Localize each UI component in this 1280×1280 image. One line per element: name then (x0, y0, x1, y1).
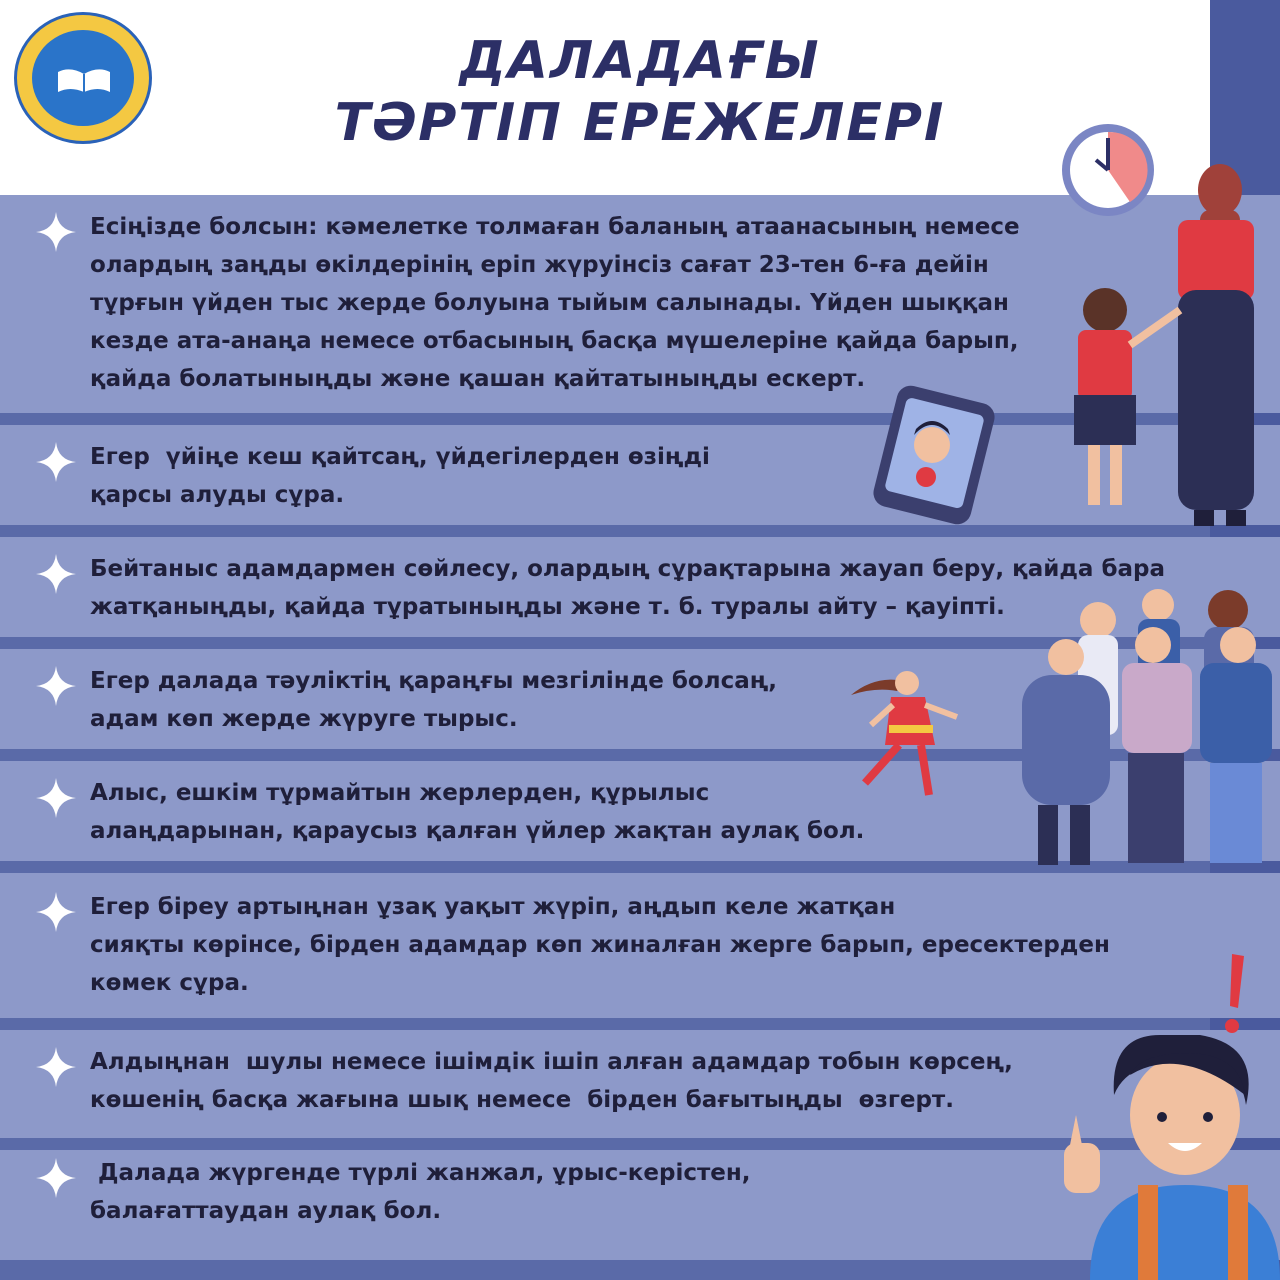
rule-line: балағаттаудан аулақ бол. (90, 1198, 442, 1224)
rule-text (90, 208, 1020, 398)
rule-line: Алыс, ешкім тұрмайтын жерлерден, құрылыс (90, 780, 710, 806)
pointing-boy-illustration (1050, 1035, 1280, 1280)
rule-line: Далада жүргенде түрлі жанжал, ұрыс-керістен, (90, 1160, 751, 1186)
rule-line: кезде ата-анаңа немесе отбасының басқа мүшелеріне қайда барып, (90, 328, 1019, 354)
rule-line: көшенің басқа жағына шық немесе бірден бағытыңды өзгерт. (90, 1087, 954, 1113)
sparkle-icon (36, 554, 76, 594)
rule-line: қайда болатыныңды және қашан қайтатыныңды ескерт. (90, 366, 866, 392)
mother-and-child-illustration (1060, 160, 1275, 535)
rule-line: Бейтаныс адамдармен сөйлесу, олардың сұрақтарына жауап беру, қайда бара (90, 556, 1166, 582)
title-line-1: ДАЛАДАҒЫ (459, 31, 821, 91)
rule-line: алаңдарынан, қараусыз қалған үйлер жақтан аулақ бол. (90, 818, 865, 844)
rule-line: Егер үйіңе кеш қайтсаң, үйдегілерден өзіңді (90, 444, 710, 470)
rule-text (90, 1154, 751, 1230)
sparkle-icon (36, 892, 76, 932)
phone-call-icon (870, 385, 995, 525)
rule-text (90, 1043, 1013, 1119)
rule-line: қарсы алуды сұра. (90, 482, 345, 508)
ministry-emblem-icon (14, 12, 152, 144)
rule-line: Есіңізде болсын: кәмелетке толмаған баланың атаанасының немесе (90, 214, 1020, 240)
running-girl-illustration (845, 665, 965, 805)
rule-line: тұрғын үйден тыс жерде болуына тыйым салынады. Үйден шыққан (90, 290, 1009, 316)
rule-text (90, 550, 1165, 626)
crowd-illustration (1018, 585, 1280, 875)
sparkle-icon (36, 1047, 76, 1087)
rule-text (90, 888, 1110, 1002)
title-line-2: ТӘРТІП ЕРЕЖЕЛЕРІ (334, 93, 946, 153)
rule-text (90, 662, 777, 738)
sparkle-icon (36, 666, 76, 706)
rule-line: Егер біреу артыңнан ұзақ уақыт жүріп, аңдып келе жатқан (90, 894, 896, 920)
rule-line: Алдыңнан шулы немесе ішімдік ішіп алған адамдар тобын көрсең, (90, 1049, 1013, 1075)
rule-line: Егер далада тәуліктің қараңғы мезгілінде болсаң, (90, 668, 778, 694)
sparkle-icon (36, 778, 76, 818)
rule-line: жатқаныңды, қайда тұратыныңды және т. б. туралы айту – қауіпті. (90, 594, 1005, 620)
sparkle-icon (36, 442, 76, 482)
page-title (300, 30, 980, 154)
rule-line: адам көп жерде жүруге тырыс. (90, 706, 518, 732)
rule-line: олардың заңды өкілдерінің еріп жүруінсіз сағат 23-тен 6-ға дейін (90, 252, 989, 278)
rule-text (90, 438, 710, 514)
rule-text (90, 774, 864, 850)
sparkle-icon (36, 212, 76, 252)
exclamation-icon (1210, 950, 1260, 1040)
rule-line: көмек сұра. (90, 970, 249, 996)
rule-line: сияқты көрінсе, бірден адамдар көп жиналған жерге барып, ересектерден (90, 932, 1110, 958)
sparkle-icon (36, 1158, 76, 1198)
